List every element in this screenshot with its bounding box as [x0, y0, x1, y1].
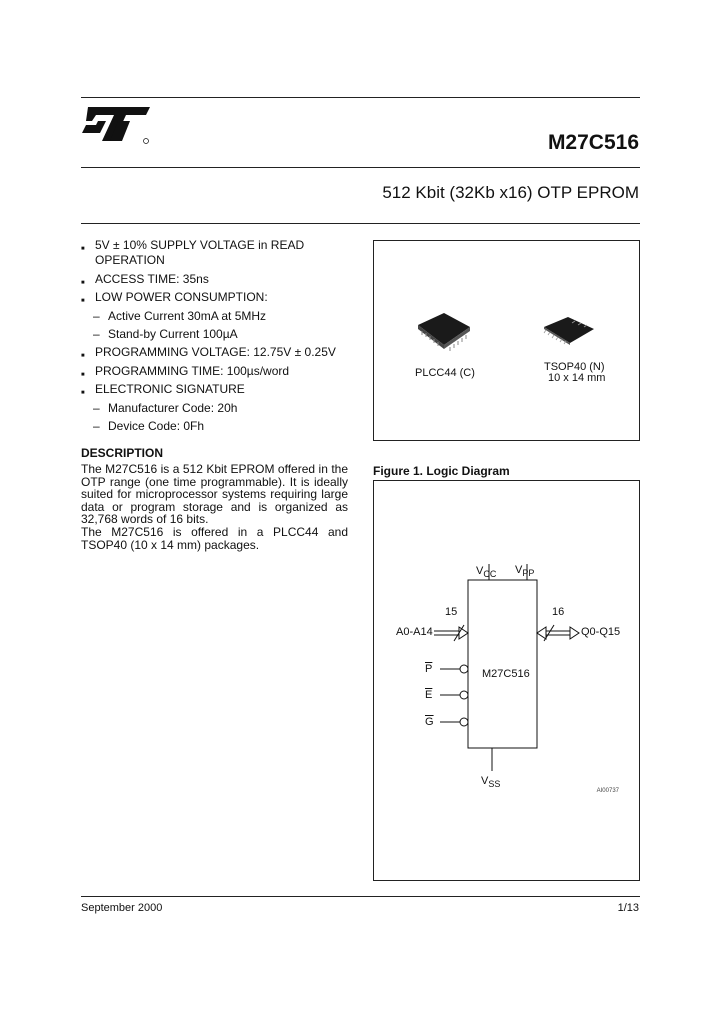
plcc44-chip-icon: [414, 311, 474, 359]
pin-p-label: $\overline{P}$: [425, 663, 433, 675]
logic-diagram-box: [373, 480, 640, 881]
description-heading: DESCRIPTION: [81, 446, 164, 460]
footer-rule: [81, 896, 640, 897]
tsop40-chip-icon: [542, 315, 596, 355]
chip-body: [468, 580, 537, 748]
bullet-icon: ■: [81, 390, 85, 396]
footer-date: September 2000: [81, 902, 163, 914]
bullet-icon: ■: [81, 246, 85, 252]
logic-diagram: [374, 481, 641, 882]
tsop40-size: 10 x 14 mm: [548, 372, 606, 384]
addr-count: 15: [445, 606, 458, 618]
addr-arrow: [459, 627, 468, 639]
chip-label: M27C516: [482, 668, 530, 680]
data-label: Q0-Q15: [581, 626, 621, 638]
addr-label: A0-A14: [396, 626, 433, 638]
plcc44-label: PLCC44 (C): [415, 367, 475, 379]
data-arrow-right: [570, 627, 579, 639]
subtitle-rule: [81, 223, 640, 224]
bullet-icon: ■: [81, 353, 85, 359]
tsop40-label: TSOP40 (N): [544, 361, 605, 373]
pin-p-bubble: [460, 665, 468, 673]
title-rule: [81, 167, 640, 168]
description-paragraph: The M27C516 is offered in a PLCC44 and TSOP40 (10 x 14 mm) packages.: [81, 524, 348, 552]
footer-page: 1/13: [617, 902, 639, 914]
st-logo: [82, 107, 152, 147]
data-arrow-left: [537, 627, 546, 639]
description-body: [81, 463, 348, 551]
data-count: 16: [552, 606, 565, 618]
vpp-label: $V_{PP}$: [515, 564, 535, 578]
pin-e-label: $\overline{E}$: [425, 689, 433, 701]
page-subtitle: 512 Kbit (32Kb x16) OTP EPROM: [382, 183, 639, 202]
package-box: [373, 240, 640, 441]
bullet-icon: ■: [81, 280, 85, 286]
description-paragraph: The M27C516 is a 512 Kbit EPROM offered in the OTP range (one time programmable). It is ideally suited for microprocessor systems requiring large data or program storage and is organized as 32,768 words of 16 bits.: [81, 462, 348, 527]
figure-ref: AI00737: [596, 788, 619, 794]
vcc-label: $V_{CC}$: [476, 565, 497, 579]
pin-e-bubble: [460, 691, 468, 699]
bullet-icon: ■: [81, 298, 85, 304]
part-number: M27C516: [547, 131, 639, 154]
vss-label: $V_{SS}$: [481, 775, 501, 789]
figure-caption: Figure 1. Logic Diagram: [373, 464, 510, 478]
bullet-icon: ■: [81, 372, 85, 378]
pin-g-bubble: [460, 718, 468, 726]
top-rule: [81, 97, 640, 98]
pin-g-label: $\overline{G}$: [425, 716, 434, 728]
